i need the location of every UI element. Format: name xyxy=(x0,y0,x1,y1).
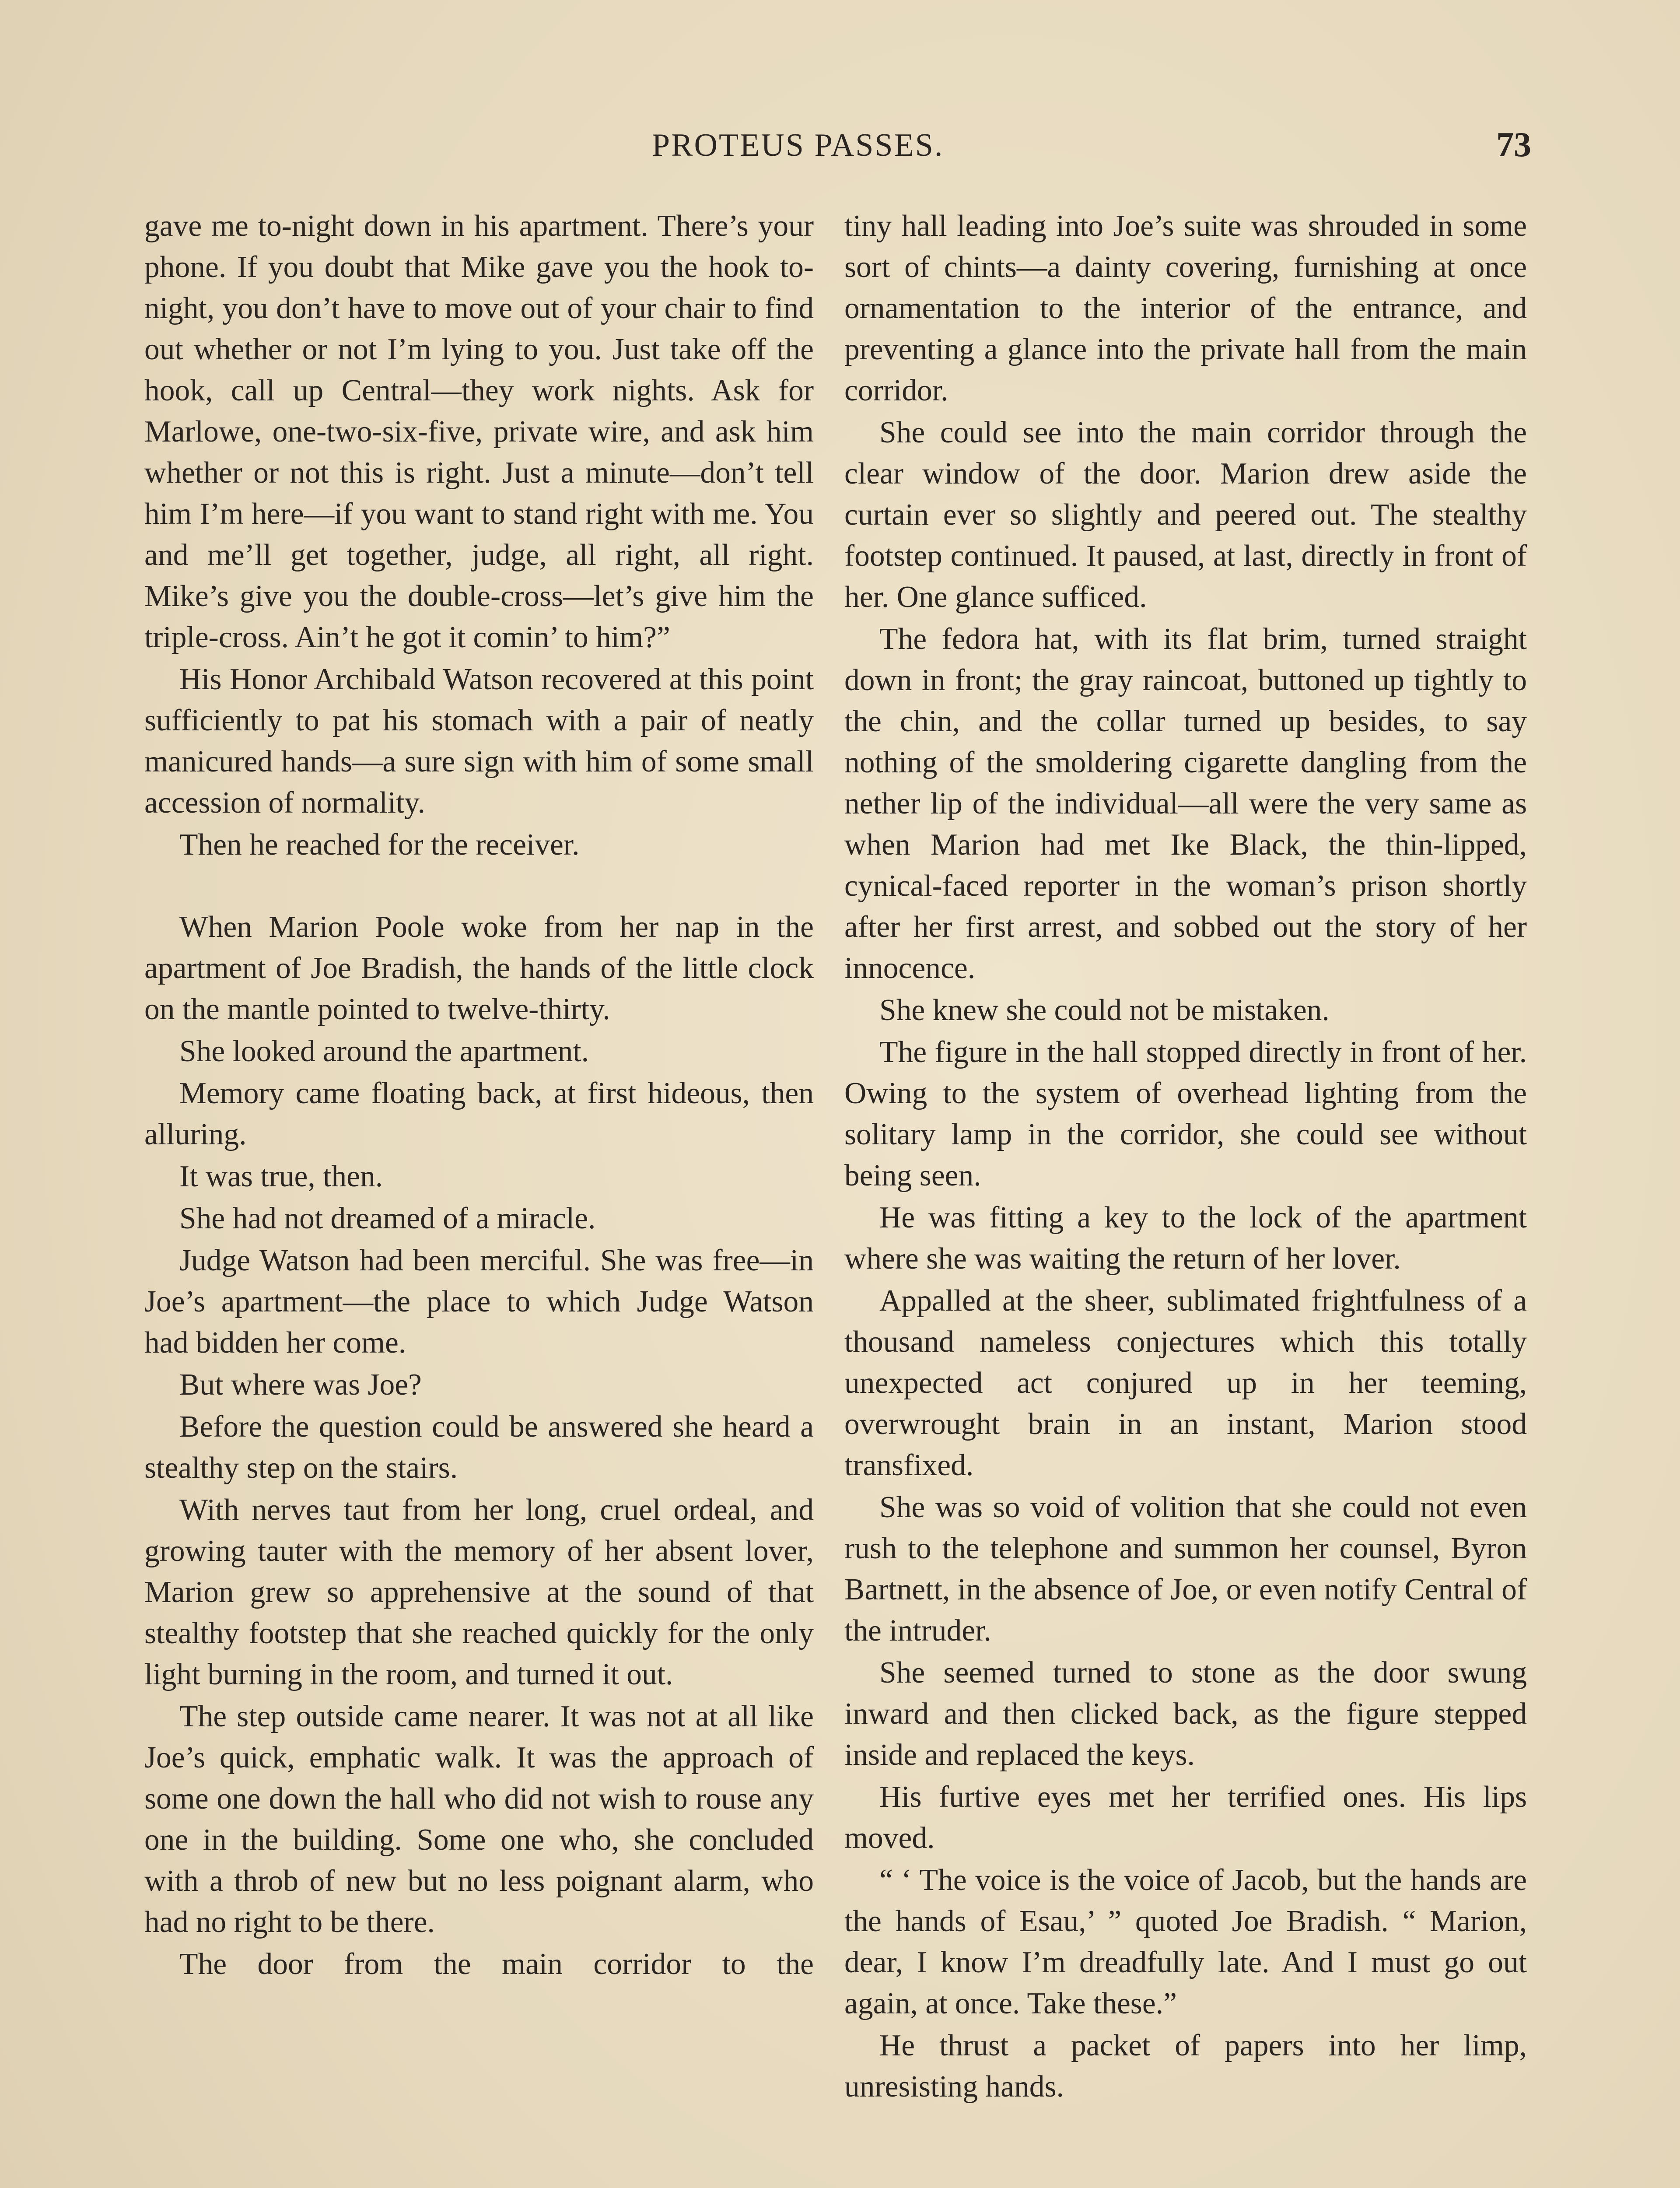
paragraph: She could see into the main corridor through the clear window of the door. Marion drew aside the curtain ever so slightly and peered out. The stealthy footstep continued. It paused, at last, directly in front of her. One glance sufficed. xyxy=(844,416,1527,614)
paragraph: The fedora hat, with its flat brim, turned straight down in front; the gray raincoat, buttoned up tightly to the chin, and the collar turned up besides, to say nothing of the smoldering cigarette dangling from the nether lip of the individual—all were the very same as when Marion had met Ike Black, the thin-lipped, cynical-faced reporter in the woman’s prison shortly after her first arrest, and sobbed out the story of her innocence. xyxy=(844,622,1527,985)
paragraph: His Honor Archibald Watson recovered at this point sufficiently to pat his stomach with a pair of neatly manicured hands—a sure sign with him of some small accession of normality. xyxy=(144,663,814,820)
paragraph: His furtive eyes met her terrified ones. His lips moved. xyxy=(844,1780,1527,1855)
paragraph: She looked around the apartment. xyxy=(179,1034,589,1068)
paragraph: The door from the main corridor to the xyxy=(179,1947,814,1981)
paragraph: gave me to-night down in his apartment. There’s your phone. If you doubt that Mike gave you the hook to-night, you don’t have to move out of your chair to find out whether or not I’m lying to you. Just take off the hook, call up Central—they work nights. Ask for Marlowe, one-two-six-five, private wire, and ask him whether or not this is right. Just a minute—don’t tell him I’m here—if you want to stand right with me. You and me’ll get together, judge, all right, all right. Mike’s give you the double-cross—let’s give him the triple-cross. Ain’t he got it comin’ to him?” xyxy=(144,209,814,654)
paragraph: “ ‘ The voice is the voice of Jacob, but the hands are the hands of Esau,’ ” quoted Joe Bradish. “ Marion, dear, I know I’m dreadfully late. And I must go out again, at once. Take these.” xyxy=(844,1863,1527,2020)
paragraph: Judge Watson had been merciful. She was free—in Joe’s apartment—the place to which Judge Watson had bidden her come. xyxy=(144,1244,814,1360)
paragraph: He thrust a packet of papers into her limp, unresisting hands. xyxy=(844,2029,1527,2104)
paragraph: It was true, then. xyxy=(179,1160,383,1193)
paragraph: Appalled at the sheer, sublimated frightfulness of a thousand nameless conjectures which this totally unexpected act conjured up in her teeming, overwrought brain in an instant, Marion stood transfixed. xyxy=(844,1284,1527,1482)
paragraph: He was fitting a key to the lock of the apartment where she was waiting the return of her lover. xyxy=(844,1201,1527,1276)
paragraph: When Marion Poole woke from her nap in the apartment of Joe Bradish, the hands of the little clock on the mantle pointed to twelve-thirty. xyxy=(144,910,814,1026)
paragraph: Then he reached for the receiver. xyxy=(179,828,580,862)
paragraph: Memory came floating back, at first hideous, then alluring. xyxy=(144,1076,814,1151)
paragraph: The figure in the hall stopped directly in front of her. Owing to the system of overhead lighting from the solitary lamp in the corridor, she could see without being seen. xyxy=(844,1035,1527,1192)
right-text-column xyxy=(844,206,1527,2108)
paragraph: tiny hall leading into Joe’s suite was shrouded in some sort of chints—a dainty covering, furnishing at once ornamentation to the interior of the entrance, and preventing a glance into the private hall from the main corridor. xyxy=(844,209,1527,407)
paragraph: She had not dreamed of a miracle. xyxy=(179,1202,596,1235)
paragraph: But where was Joe? xyxy=(179,1368,422,1402)
paragraph: She knew she could not be mistaken. xyxy=(879,993,1330,1027)
paragraph: She seemed turned to stone as the door swung inward and then clicked back, as the figure stepped inside and replaced the keys. xyxy=(844,1656,1527,1772)
paragraph: She was so void of volition that she could not even rush to the telephone and summon her counsel, Byron Bartnett, in the absence of Joe, or even notify Central of the intruder. xyxy=(844,1490,1527,1648)
page-number: 73 xyxy=(1496,126,1531,164)
paragraph: Before the question could be answered she heard a stealthy step on the stairs. xyxy=(144,1410,814,1485)
paragraph: The step outside came nearer. It was not at all like Joe’s quick, emphatic walk. It was the approach of some one down the hall who did not wish to rouse any one in the building. Some one who, she concluded with a throb of new but no less poignant alarm, who had no right to be there. xyxy=(144,1700,814,1939)
left-text-column xyxy=(144,206,814,1986)
paragraph: With nerves taut from her long, cruel ordeal, and growing tauter with the memory of her absent lover, Marion grew so apprehensive at the sound of that stealthy footstep that she reached quickly for the only light burning in the room, and turned it out. xyxy=(144,1493,814,1691)
running-head: PROTEUS PASSES. xyxy=(652,127,944,163)
